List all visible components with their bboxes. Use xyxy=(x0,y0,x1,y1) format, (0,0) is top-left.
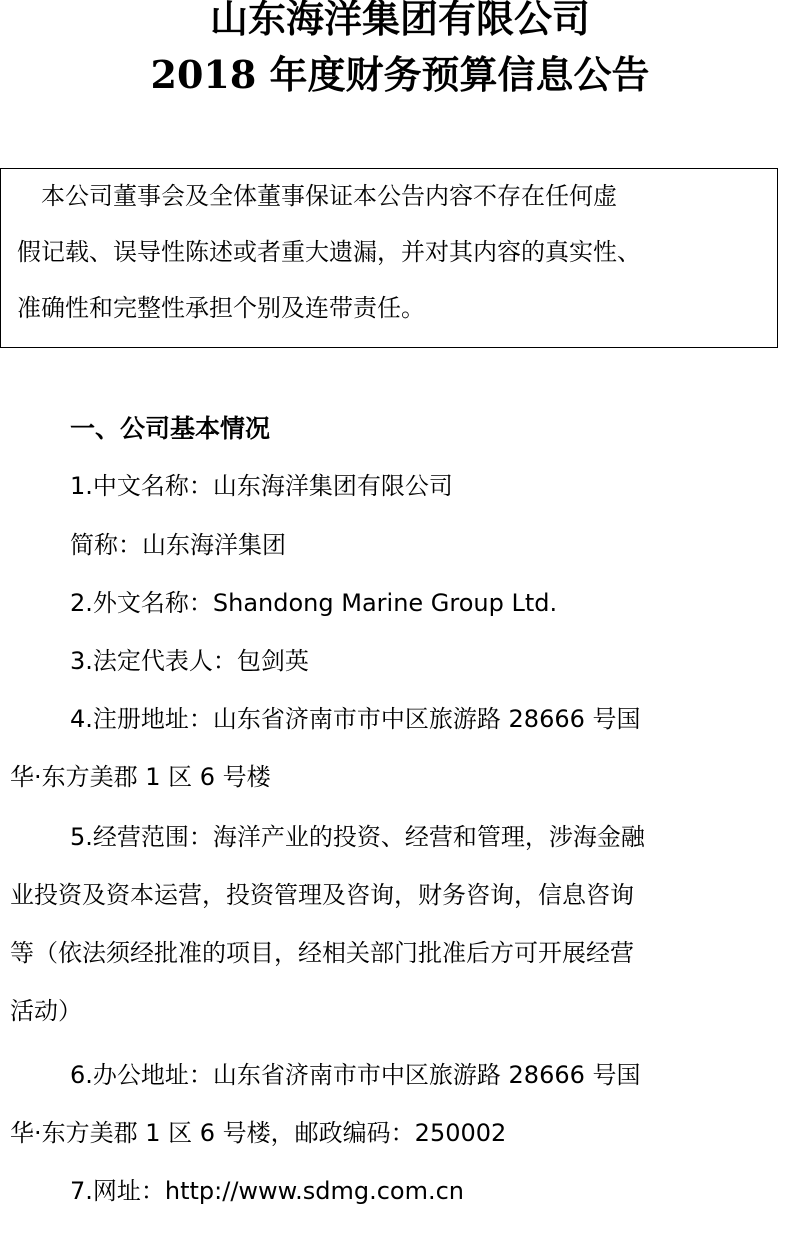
short-name: 简称：山东海洋集团 xyxy=(70,531,286,559)
office-address: 6.办公地址：山东省济南市市中区旅游路 28666 号国 xyxy=(70,1061,641,1089)
disclaimer-line: 准确性和完整性承担个别及连带责任。 xyxy=(17,294,425,322)
business-scope-cont: 活动） xyxy=(10,997,82,1025)
chinese-name: 1.中文名称：山东海洋集团有限公司 xyxy=(70,472,453,500)
company-title: 山东海洋集团有限公司 xyxy=(209,0,590,41)
disclaimer-box xyxy=(0,168,778,348)
business-scope: 5.经营范围：海洋产业的投资、经营和管理，涉海金融 xyxy=(70,823,645,851)
disclaimer-line: 假记载、误导性陈述或者重大遗漏，并对其内容的真实性、 xyxy=(17,238,641,266)
website: 7.网址：http://www.sdmg.com.cn xyxy=(70,1177,465,1205)
legal-representative: 3.法定代表人：包剑英 xyxy=(70,647,309,675)
announcement-title: 2018 年度财务预算信息公告 xyxy=(150,52,650,97)
section-heading: 一、公司基本情况 xyxy=(70,414,271,443)
english-name: 2.外文名称：Shandong Marine Group Ltd. xyxy=(70,589,558,617)
disclaimer-line: 本公司董事会及全体董事保证本公告内容不存在任何虚 xyxy=(17,182,617,210)
registered-address-cont: 华·东方美郡 1 区 6 号楼 xyxy=(10,763,271,791)
business-scope-cont: 业投资及资本运营，投资管理及咨询，财务咨询，信息咨询 xyxy=(10,881,634,909)
business-scope-cont: 等（依法须经批准的项目，经相关部门批准后方可开展经营 xyxy=(10,939,634,967)
registered-address: 4.注册地址：山东省济南市市中区旅游路 28666 号国 xyxy=(70,705,641,733)
office-address-cont: 华·东方美郡 1 区 6 号楼，邮政编码：250002 xyxy=(10,1119,507,1147)
